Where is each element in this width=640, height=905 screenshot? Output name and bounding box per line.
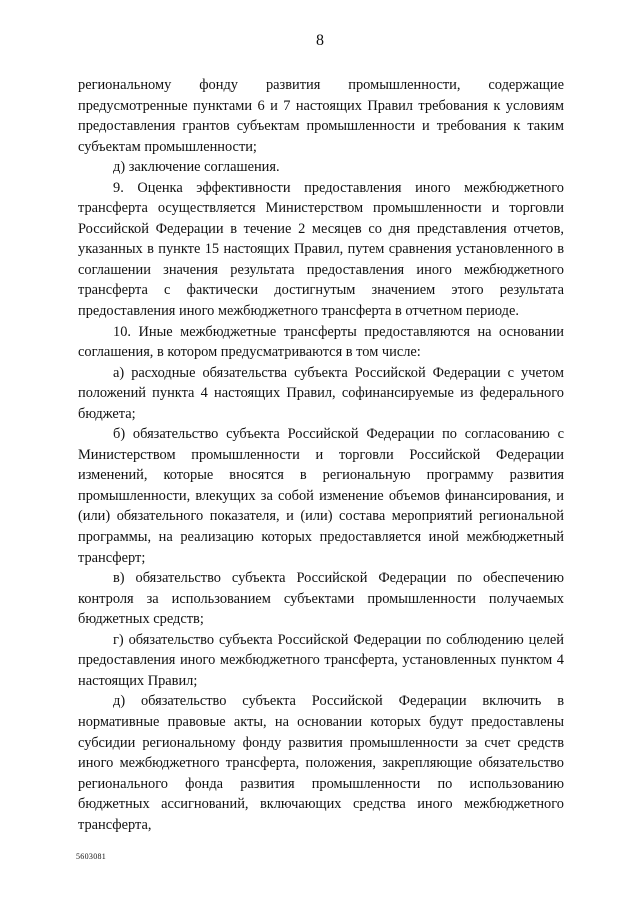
paragraph-subitem-b: б) обязательство субъекта Российской Федерации по согласованию с Министерством промышленности и торговли Российской Федерации изменений, которые вносятся в региональную программу развития промышленности, влекущих за собой изменение объемов финансирования, и (или) обязательного показателя, и (или) состава мероприятий региональной программы, на реализацию которых предоставляется иной межбюджетный трансферт; [78,426,564,566]
document-code: 5603081 [76,852,107,861]
paragraph-subitem-g: г) обязательство субъекта Российской Федерации по соблюдению целей предоставления иного межбюджетного трансферта, установленных пунктом 4 настоящих Правил; [78,631,564,689]
paragraph-9-efficiency-assessment: 9. Оценка эффективности предоставления иного межбюджетного трансферта осуществляется Министерством промышленности и торговли Российской Федерации в течение 2 месяцев со дня представления отчетов, указанных в пункте 15 настоящих Правил, путем сравнения установленного в соглашении значения результата предоставления иного межбюджетного трансферта с фактически достигнутым значением этого результата предоставления иного межбюджетного трансферта в отчетном периоде. [78,179,564,320]
paragraph-subitem-a: а) расходные обязательства субъекта Российской Федерации с учетом положений пункта 4 настоящих Правил, софинансируемые из федерального бюджета; [78,364,564,422]
document-body [78,75,564,835]
paragraph-subitem-v: в) обязательство субъекта Российской Федерации по обеспечению контроля за использованием субъектами промышленности получаемых бюджетных средств; [78,570,564,628]
paragraph-subitem-d-obligation: д) обязательство субъекта Российской Федерации включить в нормативные правовые акты, на основании которых будут предоставлены субсидии региональному фонду развития промышленности за счет средств иного межбюджетного трансферта, положения, закрепляющие обязательство регионального фонда развития промышленности по использованию бюджетных ассигнований, включающих средства иного межбюджетного трансферта, [78,693,564,833]
paragraph-10-agreement-terms: 10. Иные межбюджетные трансферты предоставляются на основании соглашения, в котором предусматриваются в том числе: [78,323,564,361]
paragraph-subitem-d-agreement: д) заключение соглашения. [113,159,280,176]
page-number: 8 [316,32,324,49]
paragraph-continuation: региональному фонду развития промышленности, содержащие предусмотренные пунктами 6 и 7 настоящих Правил требования к условиям предоставления грантов субъектам промышленности и требования к таким субъектам промышленности; [78,77,564,155]
